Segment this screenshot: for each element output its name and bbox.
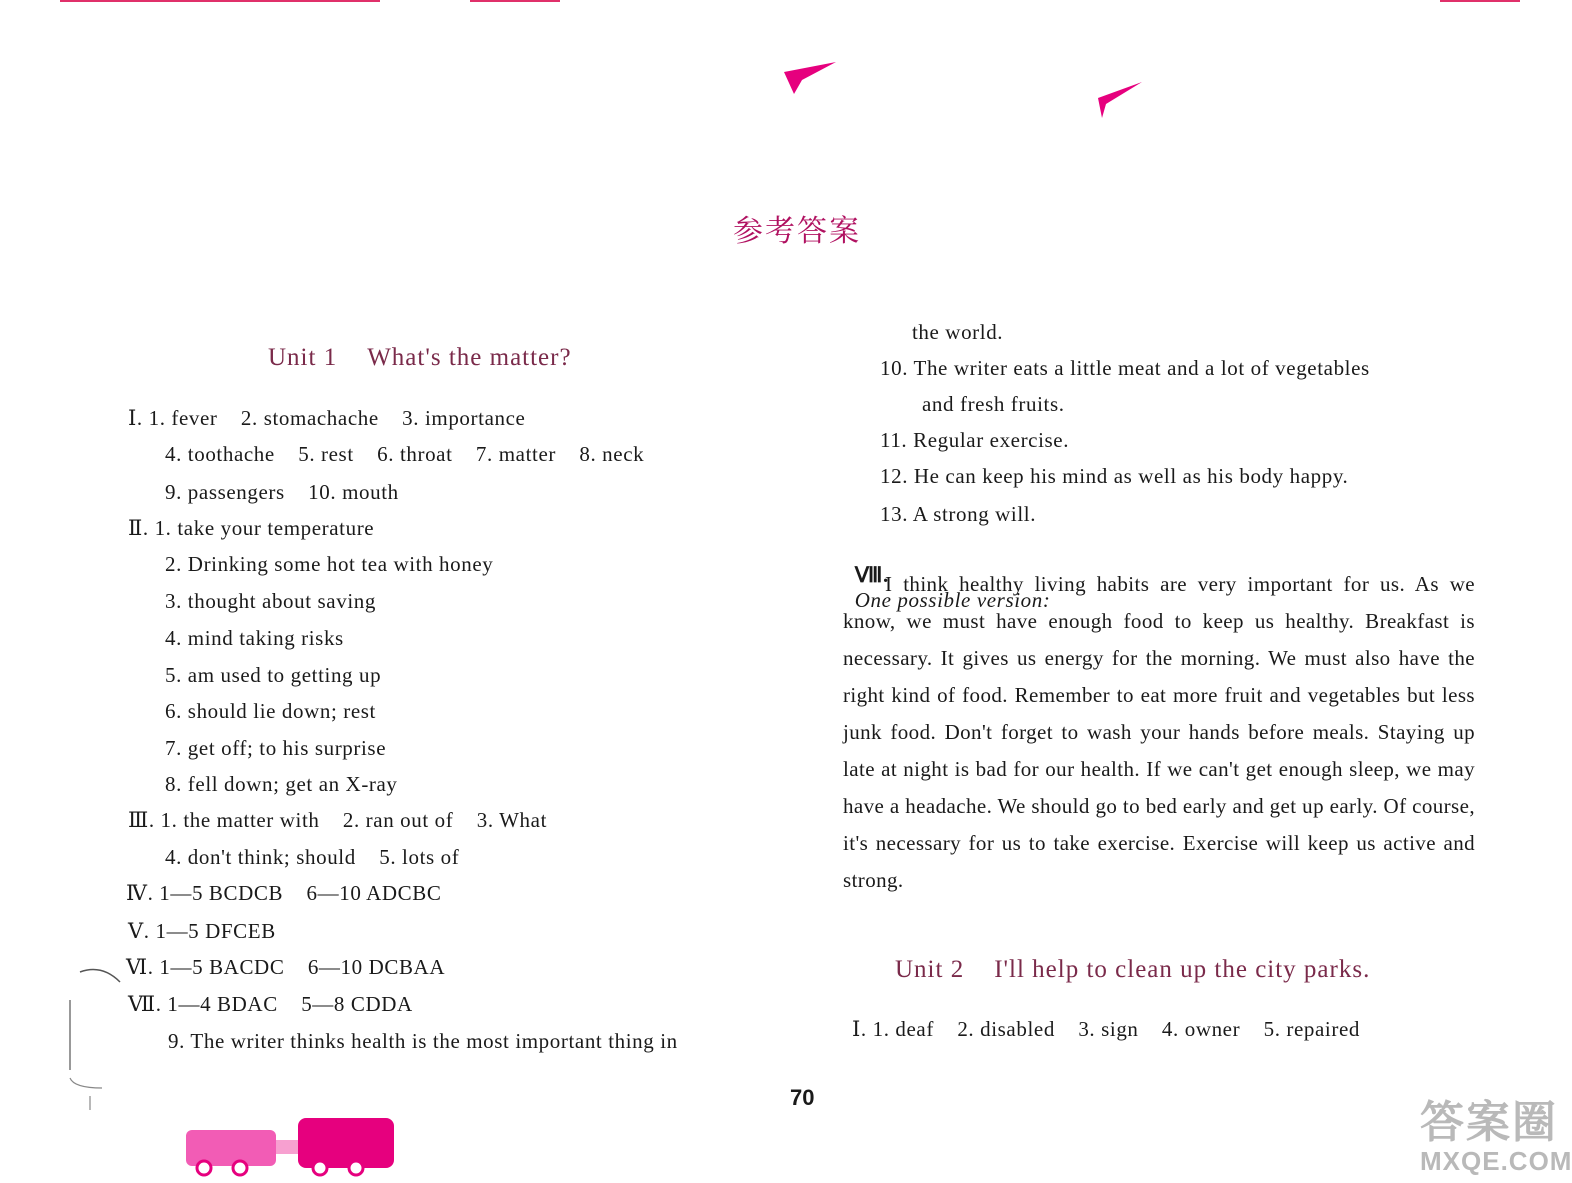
answer-line: Ⅲ. 1. the matter with 2. ran out of 3. What [128,808,548,832]
answer-line: 4. mind taking risks [165,626,344,650]
answer-line: 9. The writer thinks health is the most important thing in [168,1029,678,1053]
unit2-title: I'll help to clean up the city parks. [994,956,1371,983]
unit2-heading [895,956,1370,984]
version-title: One possible version: [854,588,1051,612]
margin-mark [62,960,122,1110]
essay-paragraph [843,566,1475,899]
unit1-title: What's the matter? [367,344,572,371]
answer-line: 11. Regular exercise. [880,428,1070,452]
unit2-number: Unit 2 [895,956,965,983]
answer-line: 3. thought about saving [165,589,376,613]
top-border-right [1440,0,1520,2]
section-label: Ⅷ. [854,563,889,587]
answer-line: Ⅶ. 1—4 BDAC 5—8 CDDA [128,992,413,1016]
answer-line: 4. don't think; should 5. lots of [165,845,460,869]
page-number: 70 [790,1085,815,1110]
answer-line: Ⅴ. 1—5 DFCEB [128,919,276,943]
decorative-bus-illustration [180,1110,400,1176]
unit1-heading [268,344,572,372]
answer-line: 5. am used to getting up [165,663,382,687]
arrow-decoration-icon [780,58,840,98]
page-title: 参考答案 [733,214,861,249]
answer-line: 12. He can keep his mind as well as his body happy. [880,464,1349,488]
watermark-en: MXQE.COM [1420,1146,1572,1176]
answer-line: 10. The writer eats a little meat and a lot of vegetables [880,356,1370,380]
arrow-decoration-icon [1094,78,1146,120]
essay-text: I think healthy living habits are very important for us. As we know, we must have enough food to keep us healthy. Breakfast is necessary. It gives us energy for the morning. We must also have the right kind of food. Remember to eat more fruit and vegetables but less junk food. Don't forget to wash your hands before meals. Staying up late at night is bad for our health. If we can't get enough sleep, we may have a headache. We should go to bed early and get up early. Of course, it's necessary for us to take exercise. Exercise will keep us active and strong. [843,572,1475,892]
answer-line: Ⅰ. 1. deaf 2. disabled 3. sign 4. owner 5. repaired [852,1017,1360,1041]
top-border-left [60,0,380,2]
answer-line: 6. should lie down; rest [165,699,376,723]
answer-line: Ⅱ. 1. take your temperature [128,516,375,540]
answer-line: and fresh fruits. [922,392,1065,416]
answer-line: Ⅳ. 1—5 BCDCB 6—10 ADCBC [126,881,442,905]
answer-line: 7. get off; to his surprise [165,736,387,760]
unit1-number: Unit 1 [268,344,338,371]
answer-line: 2. Drinking some hot tea with honey [165,552,494,576]
watermark-logo [1420,1086,1572,1177]
answer-line: 8. fell down; get an X-ray [165,772,398,796]
answer-line: Ⅵ. 1—5 BACDC 6—10 DCBAA [126,955,446,979]
answer-line: 4. toothache 5. rest 6. throat 7. matter 8. neck [165,442,645,466]
answer-line: 9. passengers 10. mouth [165,480,399,504]
watermark-cn: 答案圈 [1420,1098,1558,1147]
answer-line: the world. [912,320,1004,344]
top-border-mid [470,0,560,2]
answer-line: Ⅰ. 1. fever 2. stomachache 3. importance [128,406,526,430]
answer-line: 13. A strong will. [880,502,1037,526]
